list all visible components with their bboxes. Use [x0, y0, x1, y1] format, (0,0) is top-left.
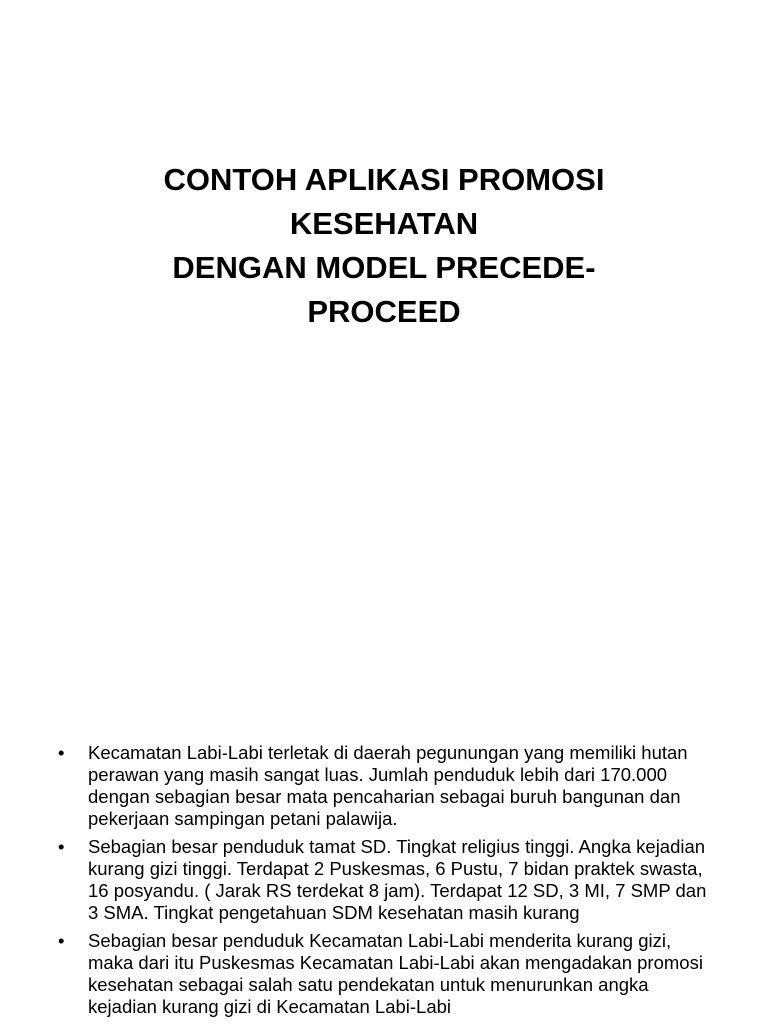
- bullet-dot-icon: •: [58, 742, 65, 763]
- title-line: CONTOH APLIKASI PROMOSI: [163, 162, 605, 197]
- bullet-item: [58, 836, 708, 924]
- bullet-text: Sebagian besar penduduk Kecamatan Labi-Labi menderita kurang gizi, maka dari itu Puskesmas Kecamatan Labi-Labi akan mengadakan promosi kesehatan sebagai salah satu pendekatan untuk menurunkan angka kejadian kurang gizi di Kecamatan Labi-Labi: [88, 930, 703, 1017]
- bullet-item: [58, 742, 708, 830]
- bullet-text: Sebagian besar penduduk tamat SD. Tingkat religius tinggi. Angka kejadian kurang gizi tinggi. Terdapat 2 Puskesmas, 6 Pustu, 7 bidan praktek swasta, 16 posyandu. ( Jarak RS terdekat 8 jam). Terdapat 12 SD, 3 MI, 7 SMP dan 3 SMA. Tingkat pengetahuan SDM kesehatan masih kurang: [88, 836, 707, 923]
- slide-title: [40, 158, 728, 334]
- title-line: PROCEED: [307, 294, 461, 329]
- title-line: KESEHATAN: [289, 206, 479, 241]
- bullet-list: [58, 742, 708, 1024]
- bullet-dot-icon: •: [58, 836, 65, 857]
- title-line: DENGAN MODEL PRECEDE-: [172, 250, 596, 285]
- bullet-text: Kecamatan Labi-Labi terletak di daerah pegunungan yang memiliki hutan perawan yang masih sangat luas. Jumlah penduduk lebih dari 170.000 dengan sebagian besar mata pencaharian sebagai buruh bangunan dan pekerjaan sampingan petani palawija.: [88, 742, 688, 829]
- content-slide: [0, 576, 768, 1024]
- bullet-item: [58, 930, 708, 1018]
- bullet-dot-icon: •: [58, 930, 65, 951]
